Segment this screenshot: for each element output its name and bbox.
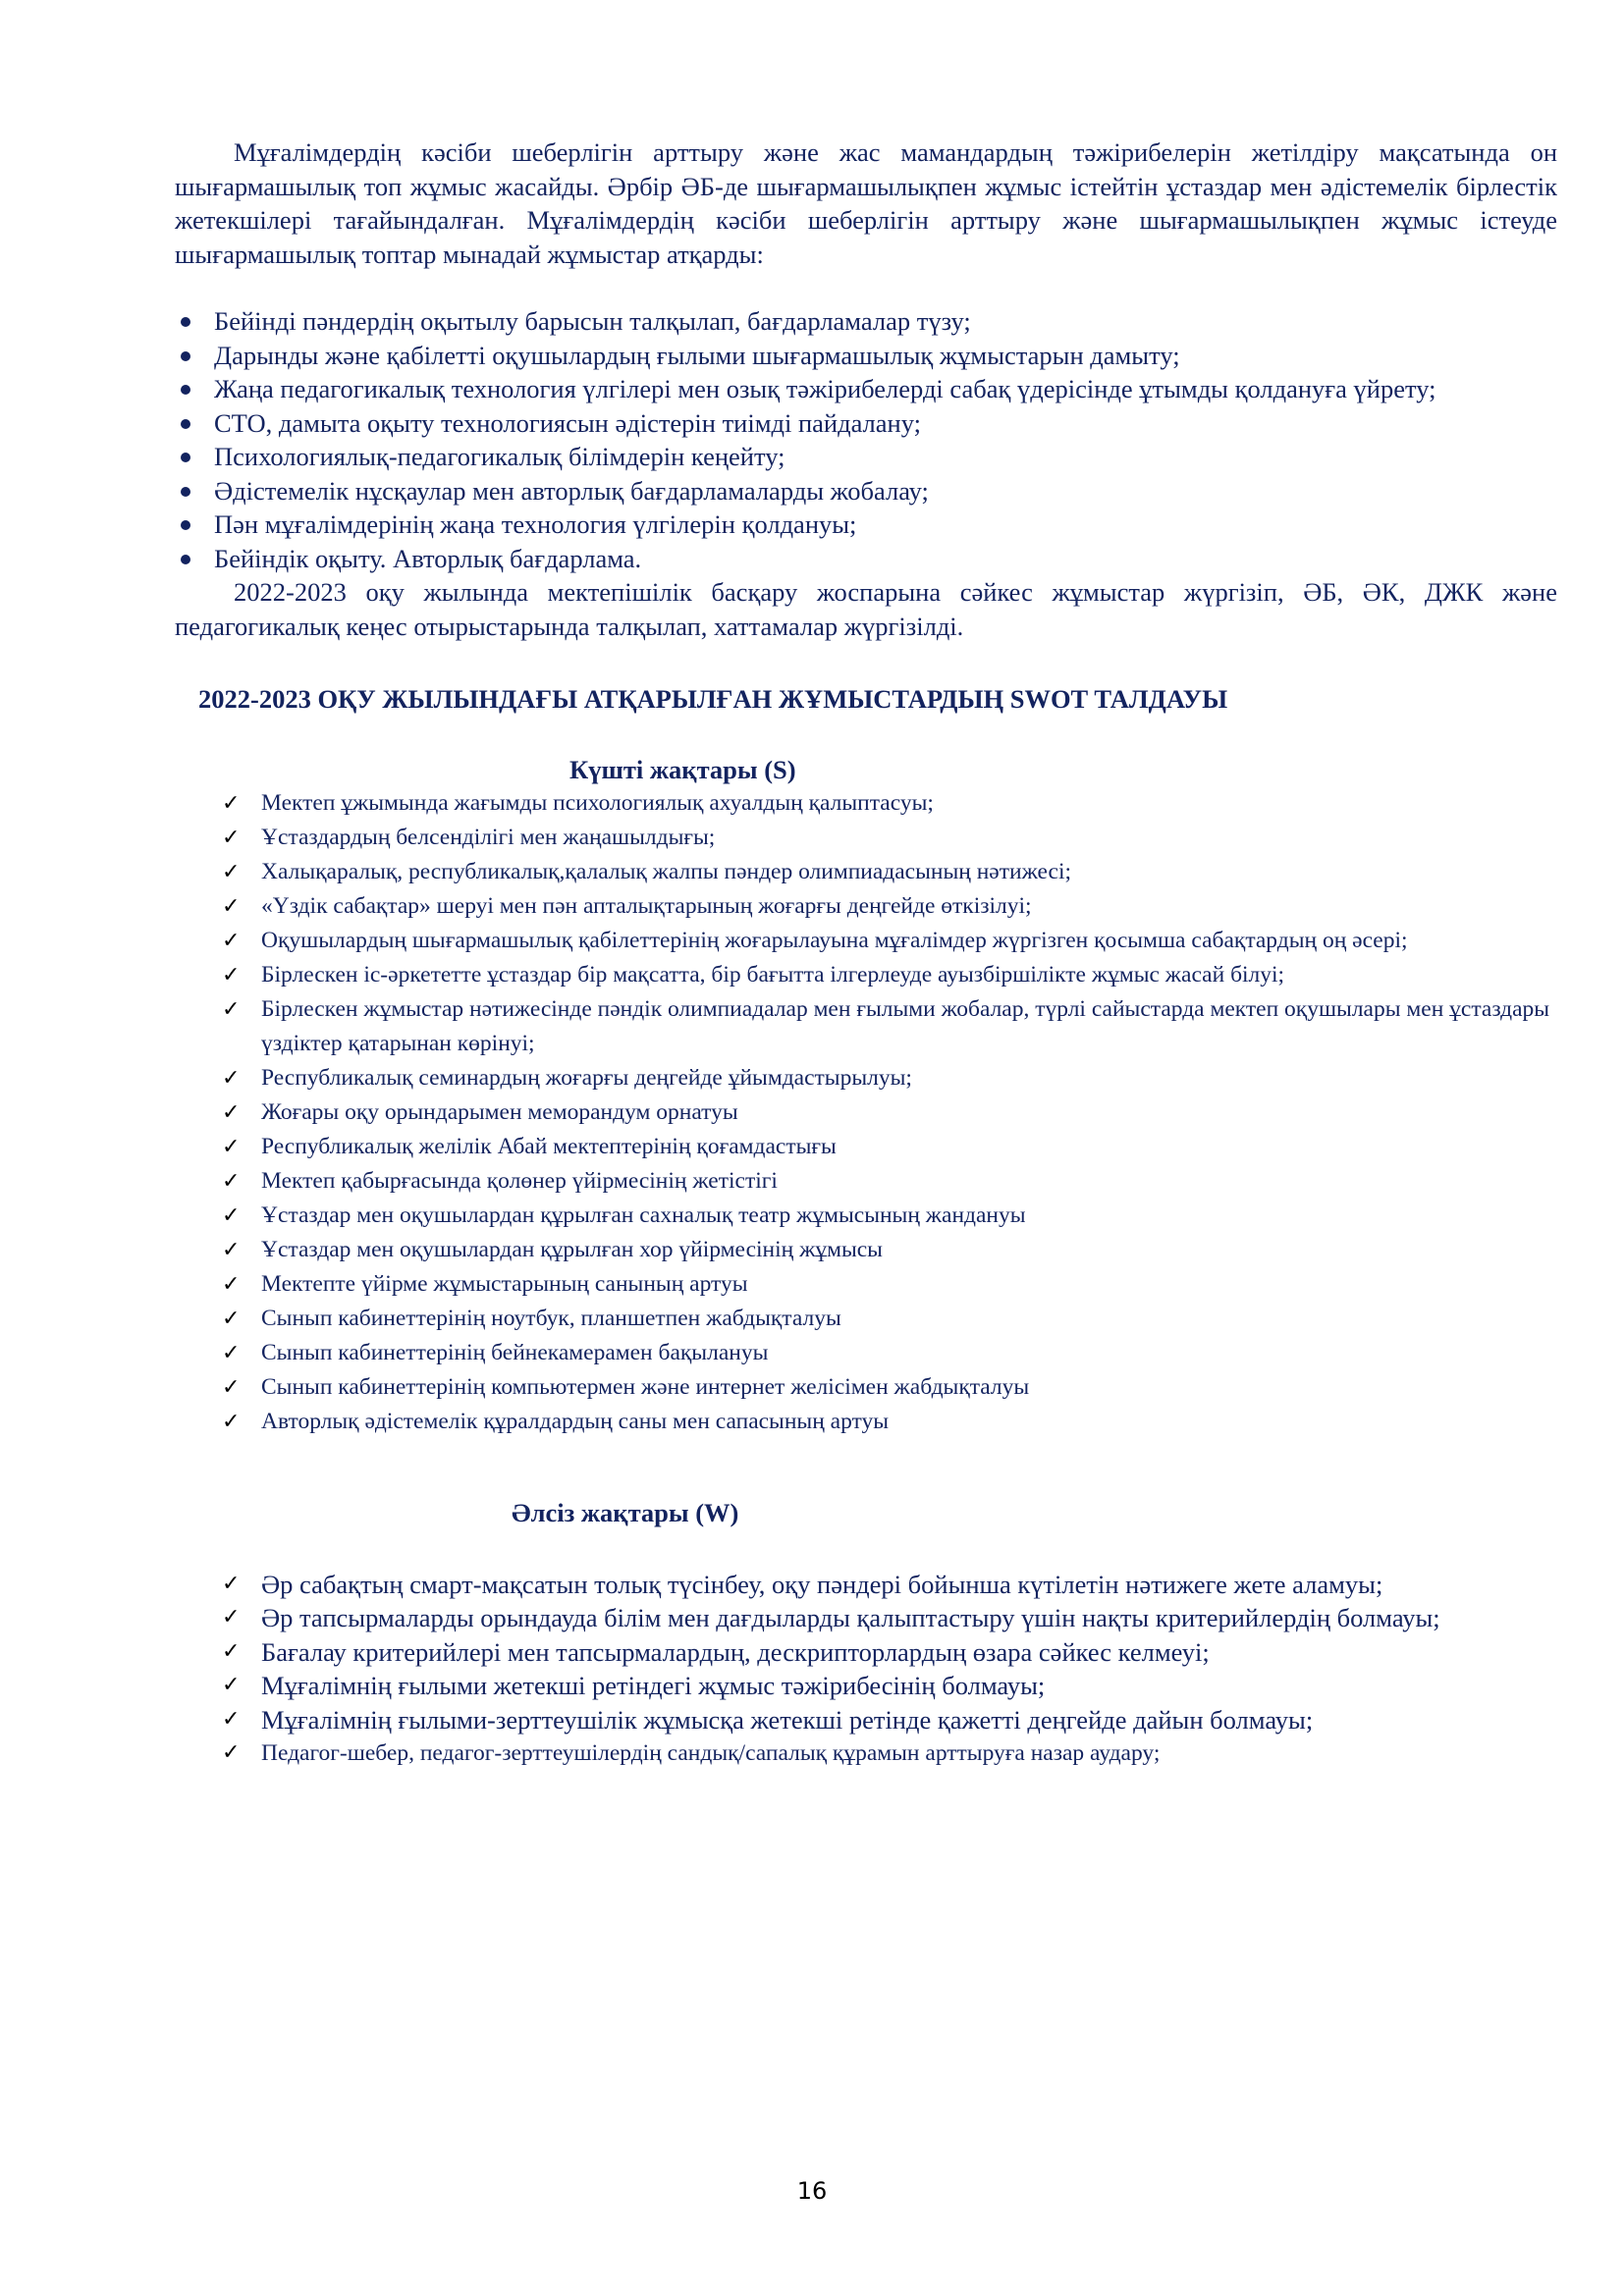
swot-item-text: Әр сабақтың смарт-мақсатын толық түсінбеу, оқу пәндері бойынша күтілетін нәтижеге жете аламуы; — [261, 1569, 1383, 1599]
swot-item-text: Мектеп ұжымында жағымды психологиялық ахуалдың қалыптасуы; — [261, 790, 934, 816]
checkmark-icon: ✓ — [222, 1410, 241, 1434]
checkmark-icon: ✓ — [222, 1203, 241, 1228]
swot-item-text: Сынып кабинеттерінің компьютермен және интернет желісімен жабдықталуы — [261, 1374, 1030, 1400]
checkmark-icon: ✓ — [222, 1605, 241, 1629]
swot-item — [222, 992, 1557, 1061]
bullet-dot-icon — [181, 520, 190, 530]
swot-item-text: Бірлескен іс-әркететте ұстаздар бір мақсатта, бір бағытта ілгерлеуде ауызбіршілікте жұмыс жасай білуі; — [261, 962, 1285, 988]
task-text: Жаңа педагогикалық технология үлгілері мен озық тәжірибелерді сабақ үдерісінде ұтымды қолдануға үйрету; — [214, 374, 1436, 403]
checkmark-icon: ✓ — [222, 1100, 241, 1125]
task-text: Дарынды және қабілетті оқушылардың ғылыми шығармашылық жұмыстарын дамыту; — [214, 340, 1180, 370]
swot-item-text: Педагог-шебер, педагог-зерттеушілердің сандық/сапалық құрамын арттыруға назар аудару; — [261, 1740, 1161, 1766]
swot-item — [222, 1267, 1557, 1302]
swot-item-text: Мұғалімнің ғылыми жетекші ретіндегі жұмыс тәжірибесінің болмауы; — [261, 1671, 1046, 1700]
task-item — [175, 507, 1557, 542]
swot-item-text: Ұстаздардың белсенділігі мен жаңашылдығы; — [261, 825, 716, 850]
task-text: Бейінді пәндердің оқытылу барысын талқылап, бағдарламалар түзу; — [214, 306, 971, 336]
swot-item-text: Әр тапсырмаларды орындауда білім мен дағдыларды қалыптастыру үшін нақты критерийлердің болмауы; — [261, 1603, 1440, 1632]
swot-item — [222, 855, 1557, 889]
bullet-dot-icon — [181, 487, 190, 497]
checkmark-icon: ✓ — [222, 1066, 241, 1091]
checkmark-icon: ✓ — [222, 791, 241, 816]
checkmark-icon: ✓ — [222, 1375, 241, 1400]
swot-item — [222, 1568, 1557, 1602]
swot-item — [222, 1405, 1557, 1439]
swot-item-text: Республикалық семинардың жоғарғы деңгейде ұйымдастырылуы; — [261, 1065, 912, 1091]
swot-item — [222, 1703, 1557, 1737]
task-item — [175, 304, 1557, 339]
swot-item — [222, 1061, 1557, 1095]
bullet-dot-icon — [181, 419, 190, 429]
task-list — [175, 304, 1557, 575]
checkmark-icon: ✓ — [222, 1341, 241, 1365]
swot-item-text: Бірлескен жұмыстар нәтижесінде пәндік олимпиадалар мен ғылыми жобалар, түрлі сайыстарда мектеп оқушылары мен ұстаздары үздіктер қатарынан көрінуі; — [261, 996, 1550, 1056]
checkmark-icon: ✓ — [222, 1673, 241, 1697]
swot-item — [222, 1601, 1557, 1635]
weaknesses-list — [175, 1568, 1557, 1771]
checkmark-icon: ✓ — [222, 929, 241, 953]
swot-item-text: Мұғалімнің ғылыми-зерттеушілік жұмысқа жетекші ретінде қажетті деңгейде дайын болмауы; — [261, 1704, 1314, 1735]
checkmark-icon: ✓ — [222, 963, 241, 988]
checkmark-icon: ✓ — [222, 1706, 241, 1732]
swot-item — [222, 1370, 1557, 1405]
swot-item — [222, 1635, 1557, 1670]
swot-item — [222, 1095, 1557, 1130]
task-item — [175, 440, 1557, 474]
bullet-dot-icon — [181, 351, 190, 361]
swot-item — [222, 1199, 1557, 1233]
checkmark-icon: ✓ — [222, 1571, 241, 1596]
swot-item-text: Мектеп қабырғасында қолөнер үйірмесінің жетістігі — [261, 1168, 778, 1194]
checkmark-icon: ✓ — [222, 860, 241, 884]
checkmark-icon: ✓ — [222, 1307, 241, 1331]
document-page — [175, 135, 1557, 1771]
swot-item-text: Жоғары оқу орындарымен меморандум орнатуы — [261, 1099, 738, 1125]
swot-item — [222, 958, 1557, 992]
task-item — [175, 406, 1557, 441]
bullet-dot-icon — [181, 555, 190, 564]
task-text: Бейіндік оқыту. Авторлық бағдарлама. — [214, 543, 642, 573]
swot-item — [222, 924, 1557, 958]
swot-item — [222, 1130, 1557, 1164]
task-text: Пән мұғалімдерінің жаңа технология үлгілерін қолдануы; — [214, 509, 857, 539]
checkmark-icon: ✓ — [222, 826, 241, 850]
swot-item — [222, 1736, 1557, 1771]
strengths-heading: Күшті жақтары (S) — [569, 754, 796, 784]
swot-item-text: «Үздік сабақтар» шеруі мен пән апталықтарының жоғарғы деңгейде өткізілуі; — [261, 893, 1032, 919]
swot-item-text: Оқушылардың шығармашылық қабілеттерінің жоғарылауына мұғалімдер жүргізген қосымша сабақтардың оң әсері; — [261, 928, 1408, 953]
swot-item-text: Бағалау критерийлері мен тапсырмалардың, дескрипторлардың өзара сәйкес келмеуі; — [261, 1636, 1210, 1667]
task-item — [175, 474, 1557, 508]
swot-title: 2022-2023 ОҚУ ЖЫЛЫНДАҒЫ АТҚАРЫЛҒАН ЖҰМЫСТАРДЫҢ SWOT ТАЛДАУЫ — [198, 684, 1228, 714]
checkmark-icon: ✓ — [222, 1238, 241, 1262]
swot-item — [222, 786, 1557, 821]
bullet-dot-icon — [181, 317, 190, 327]
task-text: СТО, дамыта оқыту технологиясын әдістерін тиімді пайдалану; — [214, 407, 921, 438]
closing-paragraph: 2022-2023 оқу жылында мектепішілік басқару жоспарына сәйкес жұмыстар жүргізіп, ӘБ, ӘК, ДЖК және педагогикалық кеңес отырыстарында талқылап, хаттамалар жүргізілді. — [175, 577, 1557, 641]
swot-item-text: Республикалық желілік Абай мектептерінің қоғамдастығы — [261, 1134, 837, 1159]
checkmark-icon: ✓ — [222, 1740, 241, 1765]
swot-item — [222, 1336, 1557, 1370]
task-text: Әдістемелік нұсқаулар мен авторлық бағдарламаларды жобалау; — [214, 475, 929, 506]
checkmark-icon: ✓ — [222, 997, 241, 1022]
spacer — [175, 271, 1557, 304]
checkmark-icon: ✓ — [222, 1135, 241, 1159]
checkmark-icon: ✓ — [222, 1169, 241, 1194]
weaknesses-heading: Әлсіз жақтары (W) — [512, 1498, 739, 1527]
swot-item-text: Авторлық әдістемелік құралдардың саны мен сапасының артуы — [261, 1409, 890, 1434]
page-number: 16 — [796, 2177, 828, 2205]
swot-item-text: Мектепте үйірме жұмыстарының санының артуы — [261, 1271, 748, 1297]
bullet-dot-icon — [181, 385, 190, 395]
swot-item-text: Ұстаздар мен оқушылардан құрылған сахналық театр жұмысының жандануы — [261, 1202, 1026, 1228]
task-item — [175, 372, 1557, 406]
checkmark-icon: ✓ — [222, 1272, 241, 1297]
swot-item — [222, 1164, 1557, 1199]
swot-item — [222, 1233, 1557, 1267]
swot-item-text: Сынып кабинеттерінің ноутбук, планшетпен жабдықталуы — [261, 1306, 841, 1331]
bullet-dot-icon — [181, 453, 190, 462]
swot-item-text: Халықаралық, республикалық,қалалық жалпы пәндер олимпиадасының нәтижесі; — [261, 859, 1072, 884]
task-item — [175, 339, 1557, 373]
checkmark-icon: ✓ — [222, 894, 241, 919]
task-item — [175, 542, 1557, 576]
checkmark-icon: ✓ — [222, 1638, 241, 1664]
swot-item-text: Ұстаздар мен оқушылардан құрылған хор үйірмесінің жұмысы — [261, 1237, 883, 1262]
swot-item-text: Сынып кабинеттерінің бейнекамерамен бақылануы — [261, 1340, 769, 1365]
swot-item — [222, 889, 1557, 924]
strengths-list — [175, 786, 1557, 1439]
swot-item — [222, 1669, 1557, 1703]
intro-paragraph: Мұғалімдердің кәсіби шеберлігін арттыру және жас мамандардың тәжірибелерін жетілдіру мақсатында он шығармашылық топ жұмыс жасайды. Әрбір ӘБ-де шығармашылықпен жұмыс істейтін ұстаздар мен әдістемелік бірлестік жетекшілері тағайындалған. Мұғалімдердің кәсіби шеберлігін арттыру және шығармашылықпен жұмыс істеуде шығармашылық топтар мынадай жұмыстар атқарды: — [175, 137, 1557, 269]
swot-item — [222, 821, 1557, 855]
task-text: Психологиялық-педагогикалық білімдерін кеңейту; — [214, 442, 785, 471]
swot-item — [222, 1302, 1557, 1336]
